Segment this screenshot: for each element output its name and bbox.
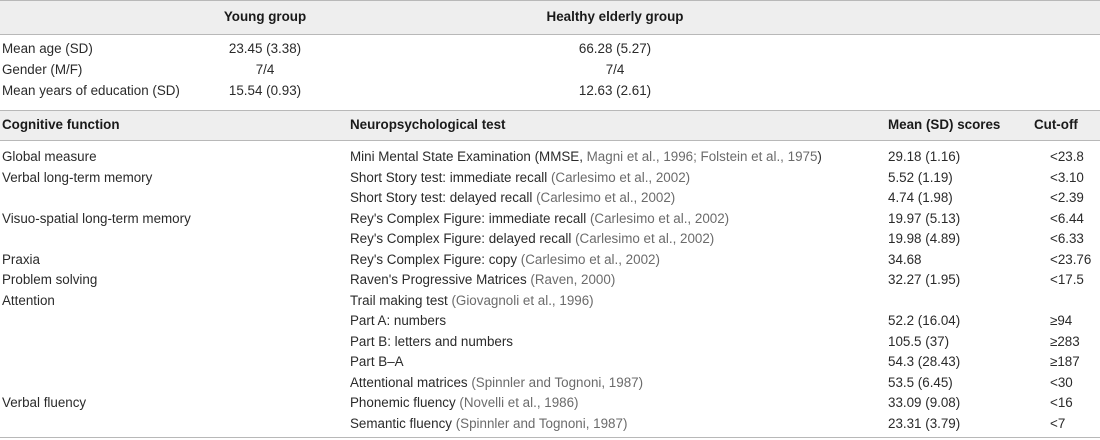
- test-citation: (Carlesimo et al., 2002): [589, 210, 730, 226]
- neuropsychological-test: [350, 293, 594, 308]
- rule-above-tests-header: [0, 110, 1100, 111]
- header-cognitive-function: Cognitive function: [2, 117, 120, 132]
- cognitive-function: Visuo-spatial long-term memory: [2, 210, 191, 226]
- mean-sd-score: 29.18 (1.16): [888, 149, 961, 164]
- neuropsychological-test: [350, 416, 627, 431]
- test-name: Short Story test: delayed recall: [350, 190, 537, 205]
- rule-top: [0, 0, 1100, 1]
- test-citation: (Raven, 2000): [530, 272, 616, 287]
- demographic-young-value: 15.54 (0.93): [228, 83, 302, 98]
- test-citation: (Carlesimo et al., 2002): [550, 169, 691, 185]
- test-name: Part B–A: [350, 354, 404, 369]
- mean-sd-score: 5.52 (1.19): [888, 169, 953, 185]
- mean-sd-score: 33.09 (9.08): [888, 395, 961, 410]
- demographic-elderly-value: 7/4: [605, 62, 625, 77]
- demographic-young-value: 7/4: [255, 62, 275, 77]
- test-name: Part B: letters and numbers: [350, 333, 513, 349]
- neuropsychological-test: [350, 313, 446, 328]
- demographic-label: Mean years of education (SD): [2, 83, 180, 98]
- test-citation: (Spinnler and Tognoni, 1987): [455, 415, 628, 431]
- neuropsychological-test: [350, 395, 579, 410]
- test-name: Rey's Complex Figure: immediate recall: [350, 210, 590, 226]
- cut-off: <6.44: [1050, 210, 1084, 226]
- test-citation: (Novelli et al., 1986): [459, 395, 579, 410]
- demographic-label: Mean age (SD): [2, 41, 93, 56]
- neuropsychological-test: [350, 231, 714, 246]
- neuropsychological-test: [350, 149, 822, 164]
- demographic-label: Gender (M/F): [2, 62, 83, 77]
- test-name: Raven's Progressive Matrices: [350, 272, 531, 287]
- rule-bottom: [0, 437, 1100, 438]
- test-name: Part A: numbers: [350, 313, 447, 328]
- demographic-elderly-value: 66.28 (5.27): [578, 41, 652, 56]
- test-citation: (Giovagnoli et al., 1996): [451, 292, 594, 308]
- test-name: Phonemic fluency: [350, 395, 460, 410]
- cut-off: <3.10: [1050, 169, 1084, 185]
- cut-off: <30: [1050, 374, 1073, 390]
- test-name: Trail making test: [350, 292, 452, 308]
- neuropsychological-test: [350, 375, 643, 390]
- neuropsychological-test: [350, 354, 404, 369]
- cut-off: ≥94: [1050, 313, 1073, 328]
- cut-off: <7: [1050, 415, 1066, 431]
- neuropsychological-test: [350, 272, 615, 287]
- rule-under-tests-header: [0, 140, 1100, 141]
- cognitive-function: Verbal fluency: [2, 395, 87, 410]
- mean-sd-score: 19.98 (4.89): [888, 231, 961, 246]
- test-citation: (Carlesimo et al., 2002): [536, 190, 676, 205]
- cut-off: <6.33: [1050, 231, 1084, 246]
- test-name: Mini Mental State Examination (MMSE,: [350, 149, 587, 164]
- test-name: Semantic fluency: [350, 415, 456, 431]
- header-mean-sd-scores: Mean (SD) scores: [888, 117, 1001, 132]
- neuropsychological-test: [350, 334, 513, 349]
- cut-off: <23.8: [1050, 149, 1084, 164]
- cut-off: ≥283: [1050, 333, 1080, 349]
- mean-sd-score: 34.68: [888, 251, 922, 267]
- neuropsychological-test: [350, 190, 675, 205]
- header-healthy-elderly-group: Healthy elderly group: [546, 9, 684, 24]
- mean-sd-score: 54.3 (28.43): [888, 354, 961, 369]
- test-name: Short Story test: immediate recall: [350, 169, 551, 185]
- header-cut-off: Cut-off: [1034, 117, 1078, 132]
- test-name: Attentional matrices: [350, 374, 472, 390]
- test-citation: (Spinnler and Tognoni, 1987): [471, 374, 644, 390]
- cognitive-function: Attention: [2, 292, 55, 308]
- cognitive-function: Praxia: [2, 251, 40, 267]
- test-citation: Magni et al., 1996; Folstein et al., 1975: [586, 149, 818, 164]
- cut-off: <2.39: [1050, 190, 1084, 205]
- cut-off: ≥187: [1050, 354, 1080, 369]
- test-name: Rey's Complex Figure: delayed recall: [350, 231, 576, 246]
- header-neuropsychological-test: Neuropsychological test: [350, 117, 506, 132]
- test-name-tail: ): [817, 149, 822, 164]
- cognitive-function: Problem solving: [2, 272, 98, 287]
- test-name: Rey's Complex Figure: copy: [350, 251, 521, 267]
- neuropsychological-test: [350, 170, 690, 185]
- cognitive-function: Verbal long-term memory: [2, 169, 153, 185]
- mean-sd-score: 23.31 (3.79): [888, 415, 961, 431]
- mean-sd-score: 53.5 (6.45): [888, 374, 953, 390]
- rule-under-demographics-header: [0, 34, 1100, 35]
- test-citation: (Carlesimo et al., 2002): [520, 251, 660, 267]
- mean-sd-score: 105.5 (37): [888, 333, 950, 349]
- header-young-group: Young group: [223, 9, 307, 24]
- neuropsychological-test: [350, 211, 729, 226]
- demographic-elderly-value: 12.63 (2.61): [578, 83, 652, 98]
- mean-sd-score: 32.27 (1.95): [888, 272, 961, 287]
- test-citation: (Carlesimo et al., 2002): [575, 231, 715, 246]
- cut-off: <23.76: [1050, 251, 1092, 267]
- mean-sd-score: 4.74 (1.98): [888, 190, 953, 205]
- cognitive-function: Global measure: [2, 149, 97, 164]
- neuropsychological-test: [350, 252, 660, 267]
- cut-off: <17.5: [1050, 272, 1084, 287]
- mean-sd-score: 19.97 (5.13): [888, 210, 961, 226]
- demographic-young-value: 23.45 (3.38): [228, 41, 302, 56]
- mean-sd-score: 52.2 (16.04): [888, 313, 961, 328]
- cut-off: <16: [1050, 395, 1073, 410]
